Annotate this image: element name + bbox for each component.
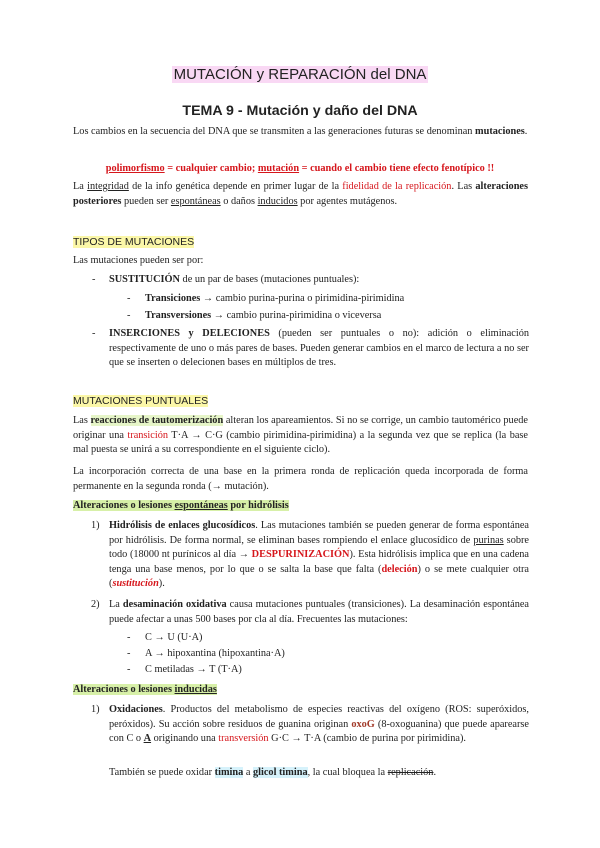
- list-dash: -: [127, 632, 131, 643]
- intro2-text: o daños: [220, 195, 258, 207]
- term-despurinizacion: DESPURINIZACIÓN: [251, 549, 350, 560]
- term-alteraciones: alteraciones posteriores: [73, 181, 529, 207]
- term-espontaneas: espontáneas: [170, 195, 221, 207]
- item-text: originando una: [151, 733, 219, 744]
- list-item-transversiones: [145, 309, 535, 324]
- tipos-lead: Las mutaciones pueden ser por:: [73, 255, 204, 266]
- term-replicacion: replicación: [387, 767, 434, 778]
- term-transversion: transversión: [218, 733, 269, 744]
- p-text: , la cual bloquea la: [307, 767, 388, 778]
- list-item-sustitucion: [109, 273, 529, 288]
- term-a: A: [143, 733, 152, 744]
- term-inducidos: inducidos: [257, 195, 298, 207]
- term-transversiones: Transversiones: [145, 310, 212, 321]
- list-dash: -: [127, 664, 131, 675]
- item-text: . Las mutaciones también se pueden generar de forma espontánea por hidrólisis. De forma normal, se eliminan bases rompiendo el enlace glucosídico de: [109, 520, 529, 546]
- subheading-text: por hidrólisis: [227, 500, 289, 511]
- intro-term-mutaciones: mutaciones: [475, 126, 525, 137]
- item-text: . Productos del metabolismo de especies reactivas del oxígeno (ROS: superóxidos, peróxidos). Su acción sobre residuos de guanina originan: [109, 704, 529, 730]
- sub-item: A → hipoxantina (hipoxantina·A): [145, 648, 285, 659]
- term-desaminacion: desaminación oxidativa: [122, 599, 227, 610]
- term-inserciones: INSERCIONES y DELECIONES: [109, 328, 270, 339]
- paragraph-timina: [109, 766, 529, 781]
- term-transicion: transición: [127, 429, 169, 441]
- p-text: Las: [73, 415, 91, 426]
- tipos-heading-text: TIPOS DE MUTACIONES: [73, 236, 195, 248]
- list-item-inserciones: [109, 327, 529, 371]
- term-delecion: deleción: [381, 563, 418, 575]
- section-heading-tipos: [73, 236, 194, 248]
- term-purinas: purinas: [473, 534, 504, 546]
- red-note-part: = cualquier cambio;: [164, 163, 258, 174]
- sub-item: C → U (U·A): [145, 632, 203, 643]
- term-fidelidad: fidelidad de la replicación: [342, 181, 452, 192]
- subheading-text: Alteraciones o lesiones: [73, 684, 175, 695]
- document-title-text: MUTACIÓN y REPARACIÓN del DNA: [173, 66, 427, 83]
- section-heading-puntuales: [73, 395, 208, 407]
- item-number: 1): [91, 704, 100, 715]
- list-dash: -: [92, 274, 96, 285]
- item-desaminacion: [109, 598, 529, 627]
- tema-title: TEMA 9 - Mutación y daño del DNA: [182, 103, 418, 119]
- term-hidrolisis: Hidrólisis de enlaces glucosídicos: [109, 520, 256, 531]
- term-glicol-timina: glicol timina: [252, 767, 308, 778]
- intro2-text: . Las: [451, 181, 476, 192]
- red-note-polimorfismo: polimorfismo: [105, 163, 165, 174]
- intro-paragraph-2: [73, 180, 528, 209]
- item-text: G·C → T·A (cambio de purina por pirimidina).: [268, 733, 466, 744]
- p-text: alteran los apareamientos. Si no se corrige, un cambio tautomérico puede originar una: [73, 415, 528, 441]
- item-text: (8-oxoguanina) que puede aparearse con C o: [109, 718, 529, 744]
- list-dash: -: [127, 293, 131, 304]
- list-item-transiciones: [145, 292, 535, 307]
- term-integridad: integridad: [87, 181, 129, 192]
- term-sustitucion: sustitución: [112, 578, 159, 589]
- term-sustitucion: SUSTITUCIÓN: [109, 274, 180, 285]
- intro2-text: por agentes mutágenos.: [297, 195, 398, 207]
- item-text: de un par de bases (mutaciones puntuales):: [179, 274, 360, 285]
- item-text: causa mutaciones puntuales (transiciones). La desaminación espontánea puede afectar a unas 500 bases por cla al día. Frecuentes las mutaciones:: [109, 599, 529, 625]
- term-tautomerizacion: reacciones de tautomerización: [90, 415, 224, 426]
- subheading-espontaneas: [73, 499, 289, 514]
- intro2-text: La: [73, 181, 88, 192]
- term-oxog: oxoG: [351, 718, 375, 730]
- item-hidrolisis: [109, 519, 529, 592]
- item-text: sobre todo (18000 nt purínicos al día →: [109, 534, 529, 560]
- term-oxidaciones: Oxidaciones: [109, 704, 163, 715]
- puntuales-paragraph-1: [73, 414, 528, 458]
- item-text: → cambio purina-pirimidina o viceversa: [211, 310, 382, 321]
- item-oxidaciones: [109, 703, 529, 747]
- item-number: 2): [91, 599, 100, 610]
- item-text: ) o se mete cualquier otra (: [109, 563, 529, 589]
- term-timina: timina: [214, 767, 244, 778]
- intro-paragraph-1: [73, 125, 528, 140]
- item-text: La: [109, 599, 123, 610]
- p-text: T·A → C·G (cambio pirimidina-pirimidina) a la segunda vez que se replica (la base mal puesta se unirá a su correspondiente en el siguiente ciclo).: [73, 429, 528, 455]
- subheading-term: inducidas: [174, 684, 217, 695]
- document-title: [0, 66, 600, 83]
- intro2-text: pueden ser: [121, 195, 171, 207]
- p-text: .: [433, 767, 437, 778]
- intro-period: .: [524, 126, 528, 137]
- subheading-term: espontáneas: [174, 500, 228, 511]
- list-dash: -: [127, 648, 131, 659]
- item-text: → cambio purina-purina o pirimidina-pirimidina: [200, 293, 405, 304]
- item-text: (pueden ser puntuales o no): adición o eliminación respectivamente de uno o más pares de bases. Pueden generar cambios en el marco de lectura a no ser que se inserten o delecionen bases en múltiplos de tres.: [109, 328, 530, 368]
- intro-text: Los cambios en la secuencia del DNA que se transmiten a las generaciones futuras se denominan: [73, 126, 476, 137]
- sub-item: C metiladas → T (T·A): [145, 664, 242, 675]
- puntuales-heading-text: MUTACIONES PUNTUALES: [73, 395, 209, 407]
- p-text: a: [243, 767, 253, 778]
- item-text: ).: [158, 578, 165, 589]
- intro2-text: de la info genética depende en primer lugar de la: [128, 181, 343, 192]
- intro-red-note: [0, 162, 600, 177]
- puntuales-paragraph-2: La incorporación correcta de una base en la primera ronda de replicación queda incorporada de forma permanente en la segunda ronda (→ mutación).: [73, 466, 528, 492]
- list-dash: -: [92, 328, 96, 339]
- item-number: 1): [91, 520, 100, 531]
- p-text: También se puede oxidar: [109, 767, 215, 778]
- term-transiciones: Transiciones: [145, 293, 201, 304]
- red-note-part: = cuando el cambio tiene efecto fenotípico !!: [299, 163, 495, 174]
- list-dash: -: [127, 310, 131, 321]
- subheading-inducidas: [73, 683, 217, 698]
- subheading-text: Alteraciones o lesiones: [73, 500, 175, 511]
- red-note-mutacion: mutación: [257, 163, 300, 174]
- item-text: ). Esta hidrólisis implica que en una cadena tenga una base menos, por lo que o se salta la base que falta (: [109, 549, 530, 575]
